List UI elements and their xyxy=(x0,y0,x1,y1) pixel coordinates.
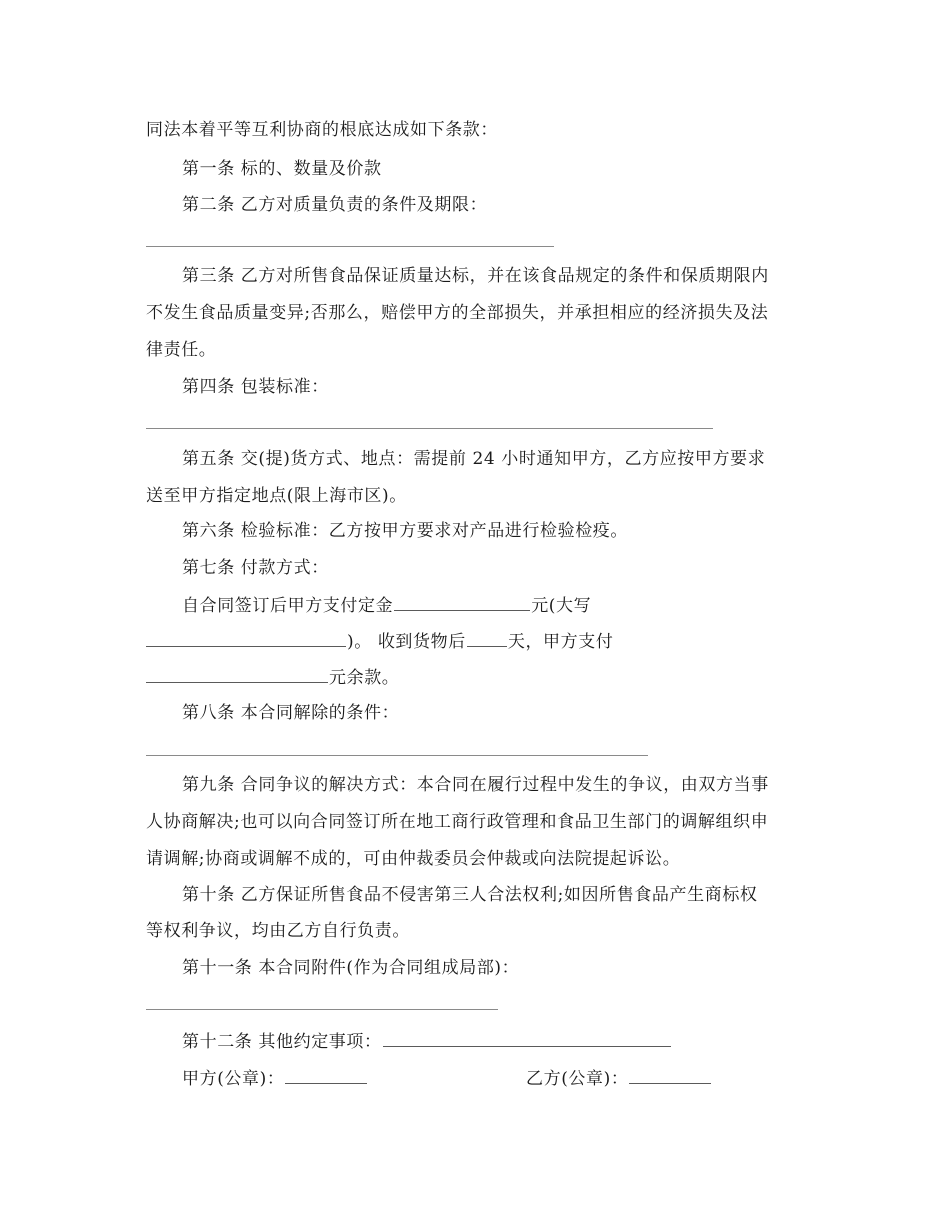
article-9-line-3: 请调解;协商或调解不成的，可由仲裁委员会仲裁或向法院提起诉讼。 xyxy=(146,849,681,869)
article-9-line-2: 人协商解决;也可以向合同签订所在地工商行政管理和食品卫生部门的调解组织申 xyxy=(146,812,769,832)
deposit-amount-blank[interactable] xyxy=(394,594,530,611)
receipt-label: )。 收到货物后 xyxy=(347,632,466,652)
party-a-seal-blank[interactable] xyxy=(285,1067,367,1084)
article-7-payment-line-3 xyxy=(146,666,399,688)
party-b-label: 乙方(公章)： xyxy=(526,1069,629,1089)
article-12-blank[interactable] xyxy=(383,1030,671,1047)
pay-label: 天，甲方支付 xyxy=(507,632,614,652)
article-7-payment-line-2 xyxy=(146,630,613,652)
article-5-line-2: 送至甲方指定地点(限上海市区)。 xyxy=(146,486,407,506)
party-a-signature xyxy=(182,1067,368,1089)
article-11-blank-line xyxy=(146,1009,498,1010)
article-7-payment-line-1 xyxy=(182,594,591,616)
article-3-line-2: 不发生食品质量变异;否那么，赔偿甲方的全部损失，并承担相应的经济损失及法 xyxy=(146,303,769,323)
party-b-signature xyxy=(526,1067,712,1089)
party-a-label: 甲方(公章)： xyxy=(182,1069,285,1089)
article-10-line-2: 等权利争议，均由乙方自行负责。 xyxy=(146,921,410,941)
article-4-blank-line xyxy=(146,428,713,429)
article-10-line-1: 第十条 乙方保证所售食品不侵害第三人合法权利;如因所售食品产生商标权 xyxy=(182,885,758,905)
article-8-blank-line xyxy=(146,755,648,756)
article-7: 第七条 付款方式： xyxy=(182,558,329,578)
article-3-line-3: 律责任。 xyxy=(146,340,217,360)
article-12 xyxy=(182,1030,672,1052)
article-4: 第四条 包装标准： xyxy=(182,377,329,397)
article-6: 第六条 检验标准：乙方按甲方要求对产品进行检验检疫。 xyxy=(182,521,629,541)
intro-text: 同法本着平等互利协商的根底达成如下条款： xyxy=(146,120,498,140)
article-2-blank-line xyxy=(146,246,554,247)
uppercase-amount-blank[interactable] xyxy=(146,630,346,647)
article-2: 第二条 乙方对质量负责的条件及期限： xyxy=(182,195,488,215)
balance-label: 元余款。 xyxy=(329,668,400,688)
deposit-label: 自合同签订后甲方支付定金 xyxy=(182,596,394,616)
article-1: 第一条 标的、数量及价款 xyxy=(182,159,382,179)
article-9-line-1: 第九条 合同争议的解决方式：本合同在履行过程中发生的争议，由双方当事 xyxy=(182,775,769,795)
article-8: 第八条 本合同解除的条件： xyxy=(182,703,400,723)
days-blank[interactable] xyxy=(467,630,507,647)
article-3-line-1: 第三条 乙方对所售食品保证质量达标，并在该食品规定的条件和保质期限内 xyxy=(182,266,769,286)
party-b-seal-blank[interactable] xyxy=(629,1067,711,1084)
article-11: 第十一条 本合同附件(作为合同组成局部)： xyxy=(182,958,520,978)
balance-amount-blank[interactable] xyxy=(146,666,328,683)
article-12-label: 第十二条 其他约定事项： xyxy=(182,1032,382,1052)
uppercase-label: 元(大写 xyxy=(531,596,592,616)
article-5-line-1: 第五条 交(提)货方式、地点：需提前 24 小时通知甲方，乙方应按甲方要求 xyxy=(182,449,766,469)
